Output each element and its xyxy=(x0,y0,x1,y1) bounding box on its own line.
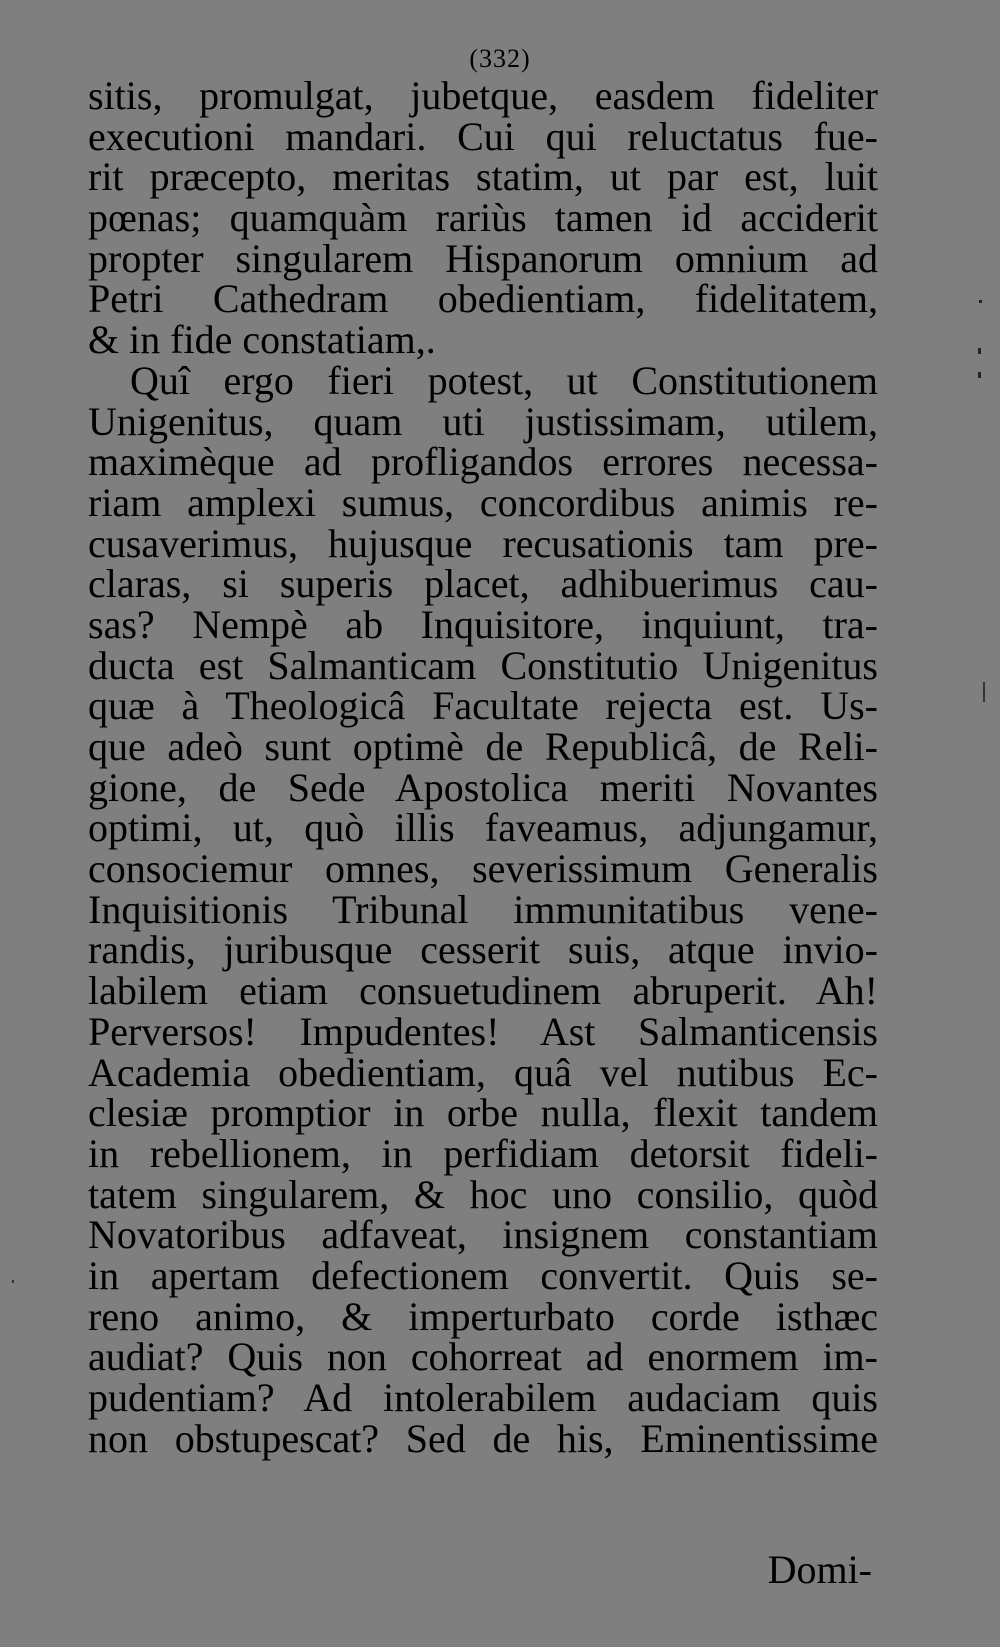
body-text xyxy=(88,73,878,1461)
scan-speck xyxy=(983,682,985,702)
text-line: Perversos! Impudentes! Ast Salmanticensis xyxy=(88,1008,878,1054)
page-number: (332) xyxy=(469,44,531,73)
paragraph-start-line: Quî ergo fieri potest, ut Constitutionem xyxy=(130,357,878,403)
text-line: Unigenitus, quam uti justissimam, utilem, xyxy=(88,398,878,444)
text-line: gione, de Sede Apostolica meriti Novantes xyxy=(88,764,878,810)
text-line: consociemur omnes, severissimum Generalis xyxy=(88,846,878,892)
text-line: claras, si superis placet, adhibuerimus cau- xyxy=(88,561,878,607)
scan-speck xyxy=(12,1280,14,1283)
text-line: cusaverimus, hujusque recusationis tam pre- xyxy=(88,520,878,566)
text-line: pœnas; quamquàm rariùs tamen id acciderit xyxy=(88,195,878,241)
scan-speck xyxy=(978,348,981,354)
text-line: que adeò sunt optimè de Republicâ, de Reli- xyxy=(88,724,878,769)
text-line: propter singularem Hispanorum omnium ad xyxy=(88,235,878,281)
text-line: labilem etiam consuetudinem abruperit. Ah! xyxy=(88,968,878,1014)
text-line: non obstupescat? Sed de his, Eminentissime xyxy=(88,1415,878,1461)
text-line: clesiæ promptior in orbe nulla, flexit tandem xyxy=(88,1090,878,1136)
text-line: audiat? Quis non cohorreat ad enormem im- xyxy=(88,1334,878,1380)
text-line: riam amplexi sumus, concordibus animis re- xyxy=(88,479,878,525)
text-line: Petri Cathedram obedientiam, fidelitatem, xyxy=(88,276,878,322)
text-line: Academia obedientiam, quâ vel nutibus Ec- xyxy=(88,1049,878,1095)
text-line: Novatoribus adfaveat, insignem constantiam xyxy=(88,1212,878,1258)
text-line: sitis, promulgat, jubetque, easdem fideliter xyxy=(88,73,878,118)
text-line: in rebellionem, in perfidiam detorsit fideli- xyxy=(88,1130,878,1176)
scan-speck xyxy=(979,300,982,303)
text-line: ducta est Salmanticam Constitutio Unigenitus xyxy=(88,642,878,688)
text-line: sas? Nempè ab Inquisitore, inquiunt, tra- xyxy=(88,601,878,647)
text-line: executioni mandari. Cui qui reluctatus fue- xyxy=(88,113,878,159)
text-line: maximèque ad profligandos errores necessa- xyxy=(88,439,878,485)
text-line: optimi, ut, quò illis faveamus, adjungamur, xyxy=(88,805,878,851)
catchword: Domi- xyxy=(767,1547,872,1592)
scan-speck xyxy=(978,372,981,378)
text-line: rit præcepto, meritas statim, ut par est, luit xyxy=(88,154,878,200)
text-line: & in fide constatiam,. xyxy=(88,317,436,363)
text-line: reno animo, & imperturbato corde isthæc xyxy=(88,1293,878,1339)
text-line: randis, juribusque cesserit suis, atque invio- xyxy=(88,927,878,973)
text-line: Inquisitionis Tribunal immunitatibus vene- xyxy=(88,886,878,932)
text-line: in apertam defectionem convertit. Quis se- xyxy=(88,1252,878,1298)
text-line: quæ à Theologicâ Facultate rejecta est. Us- xyxy=(88,683,878,729)
text-line: pudentiam? Ad intolerabilem audaciam quis xyxy=(88,1375,878,1420)
text-line: tatem singularem, & hoc uno consilio, quòd xyxy=(88,1171,878,1217)
